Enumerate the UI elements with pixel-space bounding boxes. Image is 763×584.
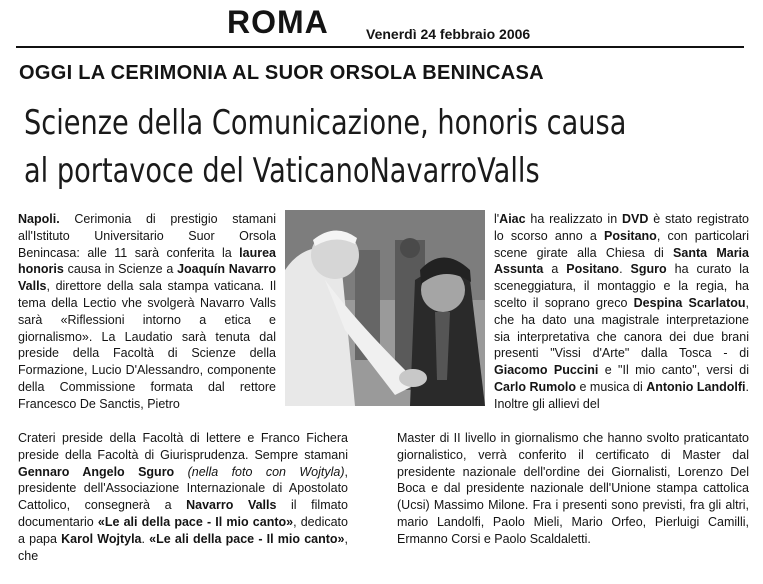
article-kicker: OGGI LA CERIMONIA AL SUOR ORSOLA BENINCASA <box>19 62 544 84</box>
text-run: a <box>543 262 567 277</box>
news-photo <box>285 210 485 406</box>
text-run: l' <box>494 212 500 226</box>
text-run-bold: laurea honoris <box>18 245 276 277</box>
text-run: ha curato la sceneggiatura, il montaggio e la regia, ha scelto il soprano greco <box>494 262 749 310</box>
text-run-bold: DVD <box>621 212 649 226</box>
text-run: , che ha dato una magistrale interpretazione sia interpretativa che canora dei due brani presenti "Vissi d'Arte" dalla Tosca - di <box>494 295 749 361</box>
text-run: ha realizzato in <box>525 212 622 226</box>
masthead-rule <box>16 46 744 48</box>
headline-line-2: al portavoce del VaticanoNavarroValls <box>24 151 540 191</box>
text-run-bold: Karol Wojtyla <box>61 531 142 546</box>
text-run-bold: Santa Maria Assunta <box>494 245 749 277</box>
article-column-bottom-right <box>397 430 749 548</box>
text-run: causa in Scienze a <box>63 262 178 277</box>
masthead-city: ROMA <box>227 4 329 40</box>
headline-line-1: Scienze della Comunicazione, honoris causa <box>24 103 627 143</box>
masthead-date: Venerdì 24 febbraio 2006 <box>366 26 531 42</box>
text-run: Cerimonia di prestigio stamani all'Istituto Universitario Suor Orsola Benincasa: alle 11 sarà conferita la <box>18 212 276 260</box>
text-run: . <box>141 531 150 546</box>
text-run: è stato registrato lo scorso anno a <box>494 212 749 243</box>
text-run-bold: Antonio Landolfi <box>646 379 746 394</box>
text-run: e "Il mio canto", versi di <box>598 363 749 378</box>
text-run-bold: Aiac <box>499 212 526 226</box>
text-run: , che <box>18 531 348 563</box>
text-run-bold: Navarro Valls <box>186 498 277 513</box>
text-run-bold: Giacomo Puccini <box>494 363 599 378</box>
text-run-bold: Carlo Rumolo <box>494 379 576 394</box>
text-run: . Inoltre gli allievi del <box>494 379 750 411</box>
text-run-bold: Joaquín Navarro Valls <box>18 262 277 294</box>
text-run: Crateri preside della Facoltà di lettere e Franco Fichera preside della Facoltà di Giurisprudenza. Sempre stamani <box>18 431 348 462</box>
article-column-bottom-left <box>18 430 348 564</box>
text-run-bold: «Le ali della pace - Il mio canto» <box>149 531 345 546</box>
text-run-bold: Sguro <box>630 262 667 277</box>
text-run-bold: Positano <box>604 228 657 243</box>
text-run-bold: Gennaro Angelo Sguro <box>18 464 175 479</box>
text-run-bold: Despina Scarlatou <box>633 295 746 310</box>
text-run: e musica di <box>575 379 647 394</box>
text-run-bold: Positano <box>566 262 620 277</box>
text-run: , presidente dell'Associazione Internazionale di Apostolato Cattolico, consegnerà a <box>18 464 348 513</box>
text-run: . <box>619 262 631 277</box>
article-column-left <box>18 211 276 413</box>
article-column-right <box>494 211 749 413</box>
text-run: il filmato documentario <box>18 498 348 529</box>
text-run: , dedicato a papa <box>18 514 348 546</box>
text-run: Master di II livello in giornalismo che hanno svolto praticantato giornalistico, verrà conferito il certificato di Master dal presidente nazionale dell'ordine dei Giornalisti, Lorenzo Del Boca e dal presidente nazionale dell'Unione stampa cattolica (Ucsi) Massimo Milone. Fra i presenti sono previsti, fra gli altri, mario Landolfi, Paolo Mieli, Mario Orfeo, Pierluigi Camilli, Ermanno Corsi e Paolo Scaldaletti. <box>397 431 749 546</box>
dateline: Napoli. <box>18 212 60 226</box>
text-run: , con particolari scene girate alla Chiesa di <box>494 228 749 260</box>
text-run-bold: «Le ali della pace - Il mio canto» <box>97 514 294 529</box>
text-run: , direttore della sala stampa vaticana. Il tema della Lectio vhe svolgerà Navarro Valls sarà «Riflessioni intorno a etica e giornalismo». La Laudatio sarà tenuta dal preside della Facoltà di Scienze della Formazione, Lucio D'Alessandro, componente della Commissione formata dal rettore Francesco De Sanctis, Pietro <box>18 279 276 411</box>
text-run-italic: (nella foto con Wojtyla) <box>174 464 345 479</box>
